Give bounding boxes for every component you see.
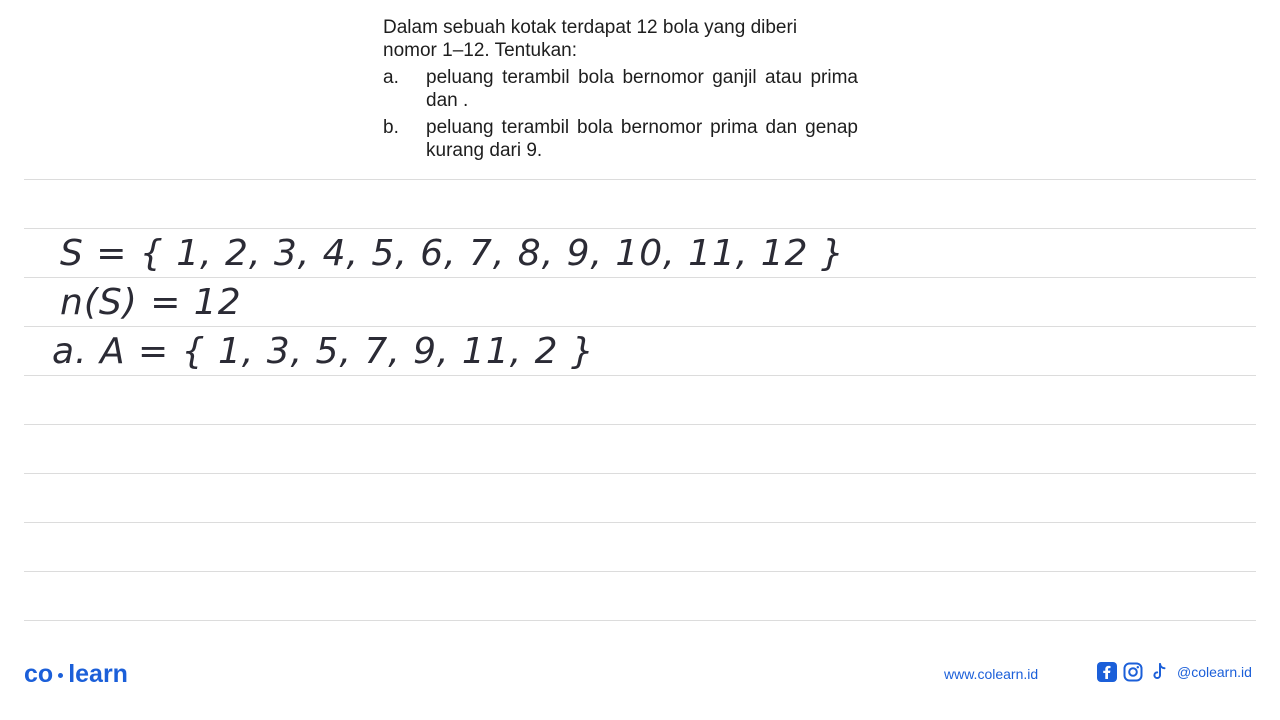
footer [0,640,1280,720]
facebook-icon[interactable] [1097,662,1117,682]
logo-dot [58,673,63,678]
problem-item-a [383,66,858,112]
handwritten-answer-a: a. A = { 1, 3, 5, 7, 9, 11, 2 } [52,331,595,372]
item-label: b. [383,117,399,138]
problem-intro-line: Dalam sebuah kotak terdapat 12 bola yang diberi [383,17,798,38]
website-link[interactable]: www.colearn.id [944,666,1039,682]
handwritten-count: n(S) = 12 [60,282,242,323]
handwritten-sample-space: S = { 1, 2, 3, 4, 5, 6, 7, 8, 9, 10, 11, 12 } [60,233,845,274]
ruled-line [24,571,1256,572]
ruled-line [24,179,1256,180]
problem-statement [383,16,858,162]
item-text: peluang terambil bola bernomor ganjil atau prima dan . [426,67,858,111]
logo-text-left: co [24,660,54,688]
item-label: a. [383,67,399,88]
social-links [1097,662,1252,682]
tiktok-icon[interactable] [1149,662,1169,682]
ruled-line [24,473,1256,474]
ruled-line [24,620,1256,621]
item-text: peluang terambil bola bernomor prima dan genap kurang dari 9. [426,117,858,161]
ruled-line [24,522,1256,523]
instagram-icon[interactable] [1123,662,1143,682]
ruled-line [24,228,1256,229]
colearn-logo [24,660,128,689]
ruled-line [24,326,1256,327]
ruled-line [24,277,1256,278]
logo-text-right: learn [68,660,128,688]
ruled-line [24,375,1256,376]
ruled-line [24,424,1256,425]
problem-intro-line: nomor 1–12. Tentukan: [383,40,578,61]
problem-item-b [383,116,858,162]
social-handle[interactable]: @colearn.id [1177,664,1252,680]
